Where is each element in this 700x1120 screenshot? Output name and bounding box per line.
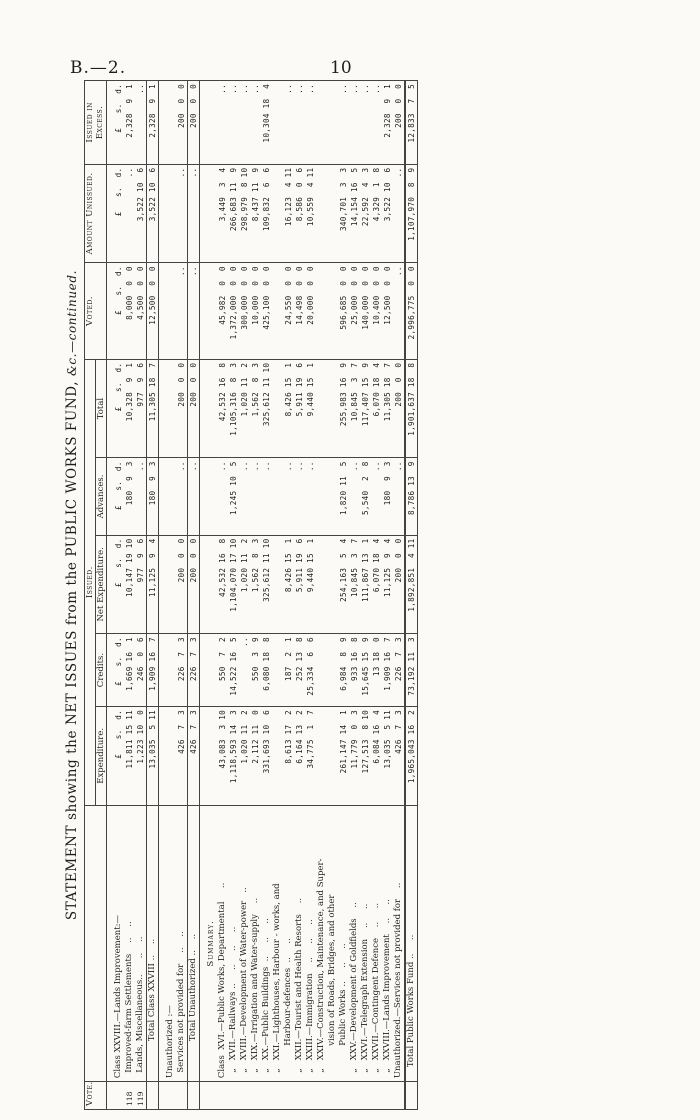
cell-unissued: ..	[165, 164, 188, 263]
vote-numbers: 118 119	[113, 1082, 147, 1110]
cell-net-expenditure: 200 0 0	[188, 535, 200, 634]
summary-voted: 45,982 0 0 1,372,000 0 0 300,000 0 0 10,000 0 0 425,100 0 0 24,550 0 0 14,498 0 0 20,000 0 0 596,685 0 0 25,000 0 0 140,000 0 0 10,400 0 0 12,500 0 0 ..	[217, 263, 405, 359]
cell-total: 200 0 0	[165, 359, 188, 458]
header-voted: Voted.	[85, 263, 107, 359]
header-description	[85, 805, 107, 1082]
header-unissued: Amount Unissued.	[85, 164, 107, 263]
grand-excess: 12,833 7 5	[405, 81, 418, 165]
row-description: Total Class XXVIII .. ..	[147, 805, 159, 1082]
table-row-grand-total	[405, 81, 418, 1110]
cell-credits: 226 7 3	[165, 634, 188, 707]
row-description: Total Unauthorized .. ..	[188, 805, 200, 1082]
grand-expenditure: 1,965,043 16 2	[405, 707, 418, 806]
cell-total: 11,305 18 7	[147, 359, 159, 458]
page-reference: B.—2.	[70, 58, 127, 78]
cell-expenditure: 426 7 3	[165, 707, 188, 806]
header-expenditure: Expenditure.	[96, 707, 107, 806]
table-row-total-unauthorized	[188, 81, 200, 1110]
cell-net-expenditure: 11,125 9 4	[147, 535, 159, 634]
cell-expenditure: 426 7 3	[188, 707, 200, 806]
summary-credits: 550 7 2 14,522 16 5 .. 550 3 9 6,080 18 8 187 2 1 252 13 8 25,334 6 6 6,984 8 9 933 16 8 15,645 15 9 13 18 0 1,909 16 7 226 7 3	[217, 634, 405, 707]
cell-net-expenditure: 200 0 0	[165, 535, 188, 634]
cell-voted: 12,500 0 0	[147, 263, 159, 359]
row-description: Class XXVIII.—Lands Improvement:— Improved-farm Settlements .. .. Lands, Miscellaneous.. .. ..	[113, 805, 147, 1082]
summary-heading: Summary.	[206, 805, 217, 1082]
cell-excess: 2,328 9 1	[147, 81, 159, 165]
cell-total: £ s. d. 10,328 9 1 977 9 6	[113, 359, 147, 458]
grand-credits: 73,192 11 3	[405, 634, 418, 707]
header-vote: Vote.	[85, 1082, 107, 1110]
cell-expenditure: 13,035 5 11	[147, 707, 159, 806]
table-row-summary	[217, 81, 405, 1110]
grand-total: 1,901,637 18 8	[405, 359, 418, 458]
statement-title	[60, 80, 84, 1110]
cell-voted: ..	[188, 263, 200, 359]
grand-total-label: Total Public Works Fund .. ..	[405, 805, 418, 1082]
public-works-table	[84, 80, 418, 1110]
summary-total: 42,532 16 8 1,105,316 8 3 1,020 11 2 1,562 8 3 325,612 11 10 8,426 15 1 5,911 19 6 9,440 15 1 255,983 16 9 10,845 3 7 117,407 15 9 6,070 18 4 11,305 18 7 200 0 0	[217, 359, 405, 458]
grand-net-expenditure: 1,892,851 4 11	[405, 535, 418, 634]
summary-unissued: 3,449 3 4 266,683 11 9 298,979 8 10 8,437 11 9 109,832 6 6 16,123 4 11 8,586 0 6 10,559 4 11 340,701 3 3 14,154 16 5 22,592 4 3 4,329 1 8 3,522 10 6 ..	[217, 164, 405, 263]
cell-advances: 180 9 3	[147, 458, 159, 535]
cell-unissued: 3,522 10 6	[147, 164, 159, 263]
grand-voted: 2,996,775 0 0	[405, 263, 418, 359]
cell-total: 200 0 0	[188, 359, 200, 458]
cell-advances: £ s. d. 180 9 3 ..	[113, 458, 147, 535]
cell-advances: ..	[188, 458, 200, 535]
summary-heading-row	[206, 81, 217, 1110]
table-row-total-class-xxviii	[147, 81, 159, 1110]
grand-unissued: 1,107,970 8 9	[405, 164, 418, 263]
cell-excess: 200 0 0	[188, 81, 200, 165]
header-total: Total	[96, 359, 107, 458]
cell-voted: £ s. d. 8,000 0 0 4,500 0 0	[113, 263, 147, 359]
page-number: 10	[330, 58, 352, 78]
summary-advances: .. 1,245 10 5 .. .. .. .. .. .. 1,820 11 5 .. 5,540 2 8 .. 180 9 3 ..	[217, 458, 405, 535]
cell-excess: 200 0 0	[165, 81, 188, 165]
grand-advances: 8,786 13 9	[405, 458, 418, 535]
statement-title-continued: &c.—continued.	[65, 269, 79, 376]
cell-advances: ..	[165, 458, 188, 535]
summary-expenditure: 43,083 3 10 1,118,593 14 3 1,020 11 2 2,112 11 0 331,693 10 6 8,613 17 2 6,164 13 2 34,775 1 7 261,147 14 1 11,779 0 3 127,513 8 10 6,084 16 4 13,035 5 11 426 7 3	[217, 707, 405, 806]
statement-title-main: STATEMENT showing the NET ISSUES from the PUBLIC WORKS FUND,	[64, 380, 80, 921]
header-excess: Issued in Excess.	[85, 81, 107, 165]
summary-classes: Class XVI.—Public Works, Departmental .. „ XVII.—Railways .. .. .. .. „ XVIII.—Development of Water-power .. „ XIX.—Irrigation and Water-supply .. „ XX.—Public Buildings .. .. .. „ XXI.—Lighthouses, Harbour - works, and Harbour-defences .. .. „ XXII.—Tourist and Health Resorts .. „ XXIII.—Immigration .. .. .. „ XXIV.—Construction, Maintenance, and Super- vision of Roads, Bridges, and other Public Works .. .. .. „ XXV.—Development of Goldfields .. „ XXVI.—Telegraph Extension .. .. „ XXVII.—Contingent Defence .. .. „ XXVIII.—Lands Improvement .. .. Unauthorized.—Services not provided for ..	[217, 805, 405, 1082]
cell-net-expenditure: £ s. d. 10,147 19 10 977 9 6	[113, 535, 147, 634]
table-row-unauthorized	[165, 81, 188, 1110]
header-credits: Credits.	[96, 634, 107, 707]
summary-excess: .. .. .. .. 10,304 18 4 .. .. .. .. .. .. .. 2,328 9 1 200 0 0	[217, 81, 405, 165]
cell-credits: 1,909 16 7	[147, 634, 159, 707]
cell-credits: £ s. d. 1,669 16 1 246 0 6	[113, 634, 147, 707]
table-row-class-xxviii	[113, 81, 147, 1110]
summary-net-expenditure: 42,532 16 8 1,104,070 17 10 1,020 11 2 1,562 8 3 325,612 11 10 8,426 15 1 5,911 19 6 9,440 15 1 254,163 5 4 10,845 3 7 111,867 13 1 6,070 18 4 11,125 9 4 200 0 0	[217, 535, 405, 634]
header-issued: Issued.	[85, 359, 96, 805]
cell-unissued: £ s. d. .. 3,522 10 6	[113, 164, 147, 263]
cell-excess: £ s. d. 2,328 9 1 ..	[113, 81, 147, 165]
cell-unissued: ..	[188, 164, 200, 263]
header-advances: Advances.	[96, 458, 107, 535]
cell-expenditure: £ s. d. 11,811 15 11 1,223 10 0	[113, 707, 147, 806]
cell-voted: ..	[165, 263, 188, 359]
header-net-expenditure: Net Expenditure.	[96, 535, 107, 634]
row-description: Unauthorized :— Services not provided for .. ..	[165, 805, 188, 1082]
cell-credits: 226 7 3	[188, 634, 200, 707]
statement-rotated-block	[60, 80, 700, 1110]
